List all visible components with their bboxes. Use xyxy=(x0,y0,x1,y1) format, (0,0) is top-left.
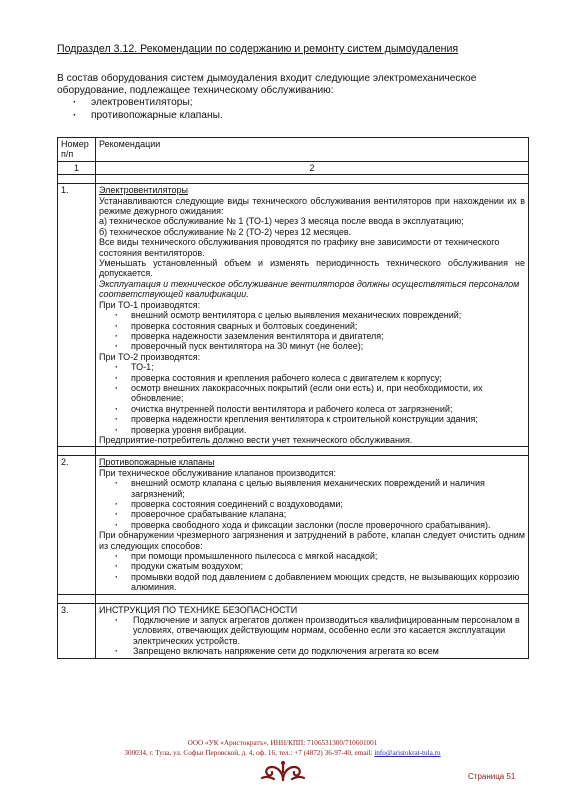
paragraph-italic: Эксплуатация и техническое обслуживание вентиляторов должны осуществляться персоналом соответствующей квалификации. xyxy=(99,278,520,300)
section-heading: Подраздел 3.12. Рекомендации по содержанию и ремонту систем дымоудаления xyxy=(57,43,459,55)
table-spacer-row xyxy=(58,447,529,456)
intro-block xyxy=(57,73,527,122)
list-item: · Подключение и запуск агрегатов должен производиться квалифицированным персоналом в условиях, отвечающих действующим нормам, особенно если это касается эксплуатации электрических устройств. xyxy=(99,615,525,646)
ornament-icon xyxy=(258,760,308,782)
index-col2: 2 xyxy=(96,161,529,174)
row-content xyxy=(96,184,529,447)
to2-list xyxy=(99,362,525,435)
row-title: Противопожарные клапаны xyxy=(99,457,215,468)
safety-list xyxy=(99,615,525,657)
row-title: Электровентиляторы xyxy=(99,185,189,196)
list-item: · осмотр внешних лакокрасочных покрытий (если они есть) и, при необходимости, их обновление; xyxy=(99,383,525,404)
list-item: · Запрещено включать напряжение сети до подключения агрегата ко всем xyxy=(99,646,525,656)
table-index-row xyxy=(58,161,529,174)
paragraph: Предприятие-потребитель должно вести учет технического обслуживания. xyxy=(99,434,413,445)
table-row xyxy=(58,184,529,447)
list-item: · проверка состояния соединений с воздуховодами; xyxy=(99,499,525,509)
page-footer xyxy=(0,738,565,758)
list-item: · проверка уровня вибрации. xyxy=(99,425,525,435)
list-item: · проверочное срабатывание клапана; xyxy=(99,509,525,519)
intro-text: В состав оборудования систем дымоудаления входит следующие электромеханическое оборудование, подлежащее техническому обслуживанию: xyxy=(57,73,477,97)
list-item: · проверка свободного хода и фиксации заслонки (после проверочного срабатывания). xyxy=(99,520,525,530)
table-spacer-row xyxy=(58,594,529,603)
header-number: Номер п/п xyxy=(58,138,96,162)
valve-check-list xyxy=(99,478,525,530)
footer-address xyxy=(0,748,565,758)
header-recommendations: Рекомендации xyxy=(96,138,529,162)
list-item: · проверка надежности крепления вентилятора к строительной конструкции здания; xyxy=(99,414,525,424)
paragraph: Уменьшать установленный объем и изменять периодичность технического обслуживания не допускается. xyxy=(99,258,525,279)
list-item: · проверка состояния и крепления рабочего колеса с двигателем к корпусу; xyxy=(99,373,525,383)
row-title: ИНСТРУКЦИЯ ПО ТЕХНИКЕ БЕЗОПАСНОСТИ xyxy=(99,604,298,615)
row-number: 2. xyxy=(58,456,96,594)
row-content xyxy=(96,603,529,658)
row-content xyxy=(96,456,529,594)
list-item: · проверка состояния сварных и болтовых соединений; xyxy=(99,321,525,331)
table-spacer-row xyxy=(58,175,529,184)
row-number: 3. xyxy=(58,603,96,658)
intro-item: · противопожарные клапаны. xyxy=(57,110,527,122)
footer-email-link[interactable]: info@aristokrat-tula.ru xyxy=(374,749,441,757)
table-header-row xyxy=(58,138,529,162)
paragraph: При обнаружении чрезмерного загрязнения и затруднений в работе, клапан следует очистить одним из следующих способов: xyxy=(99,530,525,551)
intro-list xyxy=(57,97,527,121)
footer-company: ООО «УК «Аристократъ», ИНН/КПП: 7106531300/710601001 xyxy=(187,739,378,747)
paragraph: б) техническое обслуживание № 2 (ТО-2) через 12 месяцев. xyxy=(99,226,352,237)
list-item: · очистка внутренней полости вентилятора и рабочего колеса от загрязнений; xyxy=(99,404,525,414)
paragraph: При техническое обслуживание клапанов производится: xyxy=(99,467,336,478)
list-item: · при помощи промышленного пылесоса с мягкой насадкой; xyxy=(99,551,525,561)
table-row xyxy=(58,603,529,658)
page-number: Страница 51 xyxy=(468,772,516,781)
recommendations-table xyxy=(57,137,529,659)
list-item: · проверка надежности заземления вентилятора и двигателя; xyxy=(99,331,525,341)
paragraph: а) техническое обслуживание № 1 (ТО-1) через 3 месяца после ввода в эксплуатацию; xyxy=(99,216,464,227)
paragraph: Все виды технического обслуживания проводятся по графику вне зависимости от технического состояния вентиляторов. xyxy=(99,237,500,258)
footer-address-text: 300034, г. Тула, ул. Софьи Перовской, д. 4, оф. 16, тел.: +7 (4872) 36-97-40, email: xyxy=(124,749,375,757)
list-item: · внешний осмотр клапана с целью выявления механических повреждений и наличия загрязнений; xyxy=(99,478,525,499)
list-item: · внешний осмотр вентилятора с целью выявления механических повреждений; xyxy=(99,310,525,320)
valve-cleaning-list xyxy=(99,551,525,593)
index-col1: 1 xyxy=(58,161,96,174)
list-item: · промывки водой под давлением с добавлением моющих средств, не вызывающих коррозию алюминия. xyxy=(99,572,525,593)
intro-item: · электровентиляторы; xyxy=(57,97,527,109)
to2-label: При ТО-2 производятся: xyxy=(99,351,201,362)
paragraph: Устанавливаются следующие виды технического обслуживания вентиляторов при нахождении их в режиме дежурного ожидания: xyxy=(99,195,525,217)
row-number: 1. xyxy=(58,184,96,447)
list-item: · проверочный пуск вентилятора на 30 минут (не более); xyxy=(99,341,525,351)
to1-label: При ТО-1 производятся: xyxy=(99,299,201,310)
list-item: · продуки сжатым воздухом; xyxy=(99,561,525,571)
table-row xyxy=(58,456,529,594)
list-item: · ТО-1; xyxy=(99,362,525,372)
to1-list xyxy=(99,310,525,352)
